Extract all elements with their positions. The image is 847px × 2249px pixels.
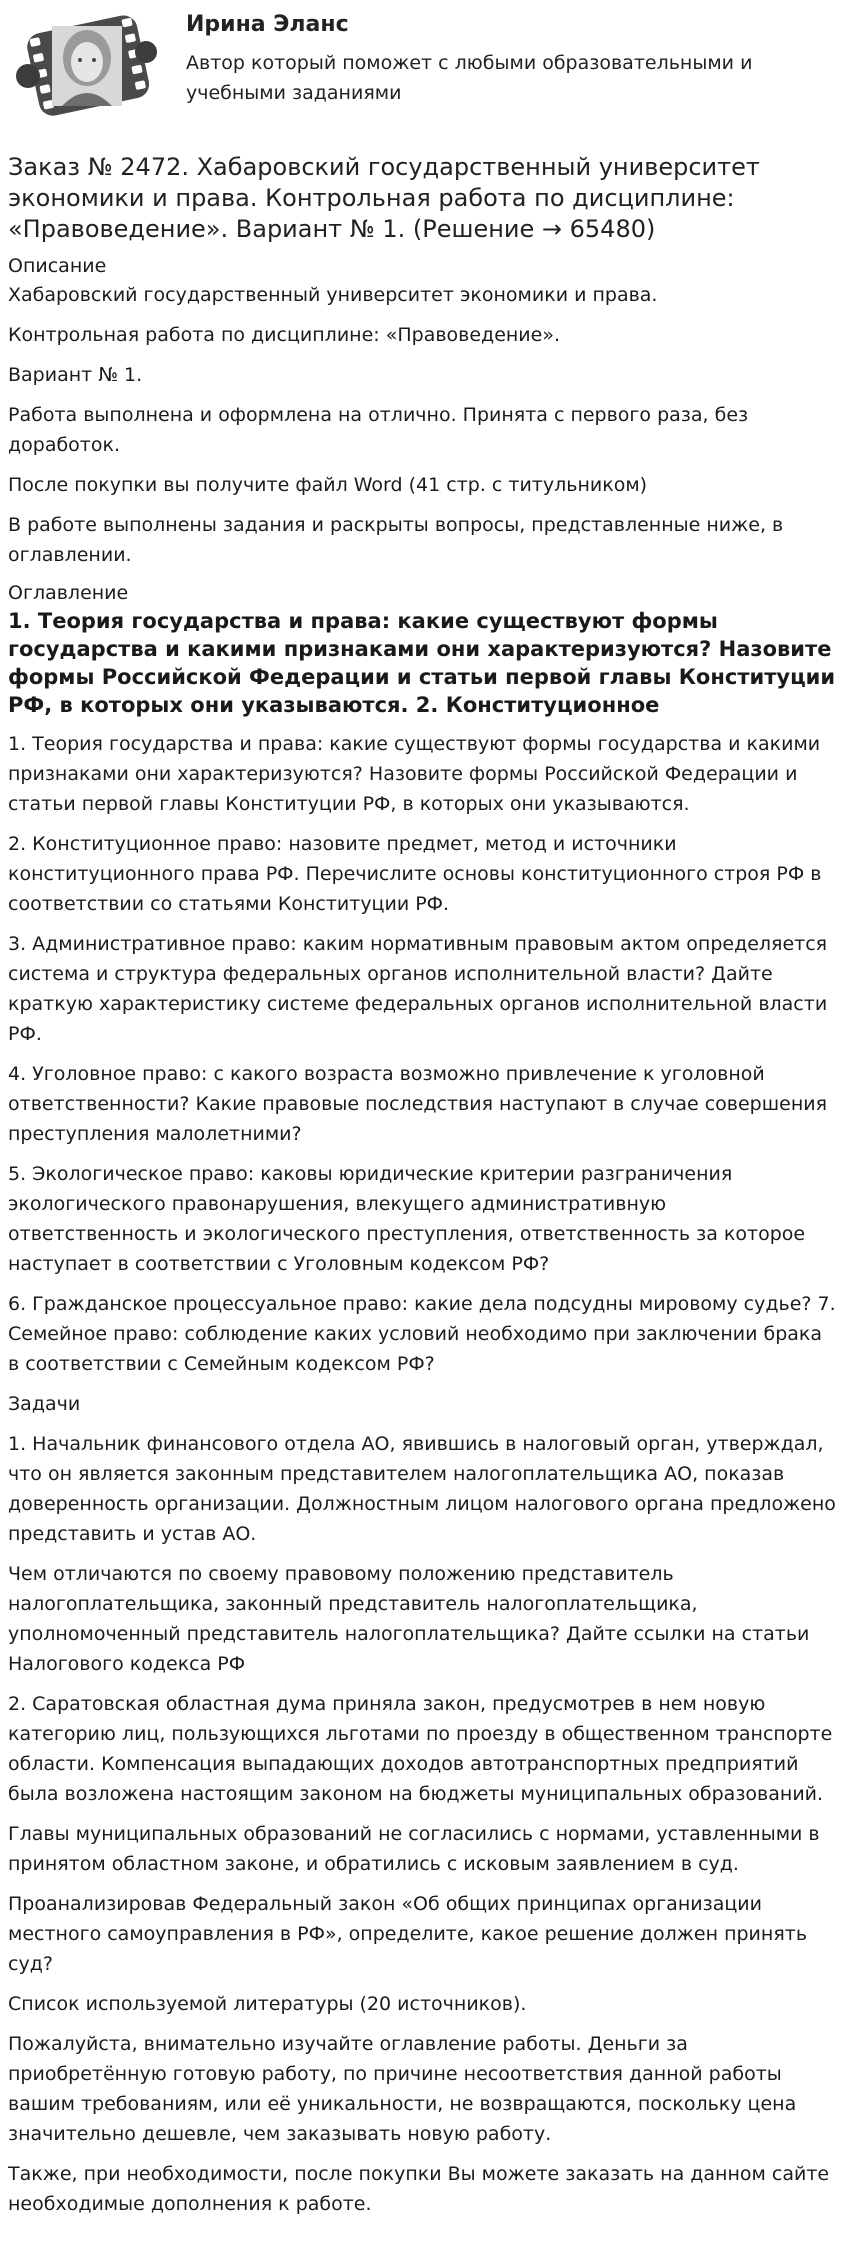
tasks-list	[8, 1429, 839, 2219]
task-paragraph: 1. Начальник финансового отдела АО, явившись в налоговый орган, утверждал, что он является законным представителем налогоплательщика АО, показав доверенность организации. Должностным лицом налогового органа предложено представить и устав АО.	[8, 1433, 836, 1545]
author-description: Автор который поможет с любыми образовательными и учебными заданиями	[186, 52, 753, 104]
toc-item: 2. Конституционное право: назовите предмет, метод и источники конституционного права РФ. Перечислите основы конституционного строя РФ в соответствии со статьями Конституции РФ.	[8, 833, 822, 915]
description-label: Описание	[8, 255, 107, 277]
description-paragraph: Хабаровский государственный университет экономики и права.	[8, 284, 658, 306]
description-paragraph: Вариант № 1.	[8, 364, 143, 386]
toc-heading: 1. Теория государства и права: какие существуют формы государства и какими признаками они характеризуются? Назовите формы Российской Федерации и статьи первой главы Конституции РФ, в которых они указываются. 2. Конституционное	[8, 609, 836, 717]
toc-item: 5. Экологическое право: каковы юридические критерии разграничения экологического правонарушения, влекущего административную ответственность и экологического преступления, ответственность за которое наступает в соответствии с Уголовным кодексом РФ?	[8, 1163, 806, 1275]
toc-item: 1. Теория государства и права: какие существуют формы государства и какими признаками они характеризуются? Назовите формы Российской Федерации и статьи первой главы Конституции РФ, в которых они указываются.	[8, 733, 821, 815]
task-paragraph: Главы муниципальных образований не согласились с нормами, уставленными в принятом областном законе, и обратились с исковым заявлением в суд.	[8, 1823, 820, 1875]
description-paragraph: После покупки вы получите файл Word (41 стр. с титульником)	[8, 474, 648, 496]
description-paragraph: Работа выполнена и оформлена на отлично. Принята с первого раза, без доработок.	[8, 404, 749, 456]
toc-item: 3. Административное право: каким нормативным правовым актом определяется система и структура федеральных органов исполнительной власти? Дайте краткую характеристику системе федеральных органов исполнительной власти РФ.	[8, 933, 828, 1045]
toc-label: Оглавление	[8, 582, 129, 604]
toc-list	[8, 729, 839, 1379]
task-paragraph: 2. Саратовская областная дума приняла закон, предусмотрев в нем новую категорию лиц, пользующихся льготами по проезду в общественном транспорте области. Компенсация выпадающих доходов автотранспортных предприятий была возложена настоящим законом на бюджеты муниципальных образований.	[8, 1693, 833, 1805]
task-paragraph: Проанализировав Федеральный закон «Об общих принципах организации местного самоуправления в РФ», определите, какое решение должен принять суд?	[8, 1893, 808, 1975]
author-card	[8, 0, 839, 140]
additions-notice: Также, при необходимости, после покупки Вы можете заказать на данном сайте необходимые дополнения к работе.	[8, 2163, 830, 2215]
author-name[interactable]: Ирина Эланс	[186, 12, 349, 37]
task-paragraph: Чем отличаются по своему правовому положению представитель налогоплательщика, законный представитель налогоплательщика, уполномоченный представитель налогоплательщика? Дайте ссылки на статьи Налогового кодекса РФ	[8, 1563, 810, 1675]
order-title: Заказ № 2472. Хабаровский государственный университет экономики и права. Контрольная работа по дисциплине: «Правоведение». Вариант № 1. (Решение → 65480)	[8, 153, 760, 243]
refund-notice: Пожалуйста, внимательно изучайте оглавление работы. Деньги за приобретённую готовую работу, по причине несоответствия данной работы вашим требованиям, или её уникальности, не возвращаются, поскольку цена значительно дешевле, чем заказывать новую работу.	[8, 2033, 797, 2145]
toc-item: 4. Уголовное право: с какого возраста возможно привлечение к уголовной ответственности? Какие правовые последствия наступают в случае совершения преступления малолетними?	[8, 1063, 828, 1145]
literature-note: Список используемой литературы (20 источников).	[8, 1993, 527, 2015]
description-paragraph: Контрольная работа по дисциплине: «Правоведение».	[8, 324, 561, 346]
author-avatar-icon[interactable]	[14, 10, 158, 120]
description-section	[8, 280, 839, 570]
description-paragraph: В работе выполнены задания и раскрыты вопросы, представленные ниже, в оглавлении.	[8, 514, 784, 566]
tasks-label: Задачи	[8, 1393, 81, 1415]
toc-item: 6. Гражданское процессуальное право: какие дела подсудны мировому судье? 7. Семейное право: соблюдение каких условий необходимо при заключении брака в соответствии с Семейным кодексом РФ?	[8, 1293, 836, 1375]
